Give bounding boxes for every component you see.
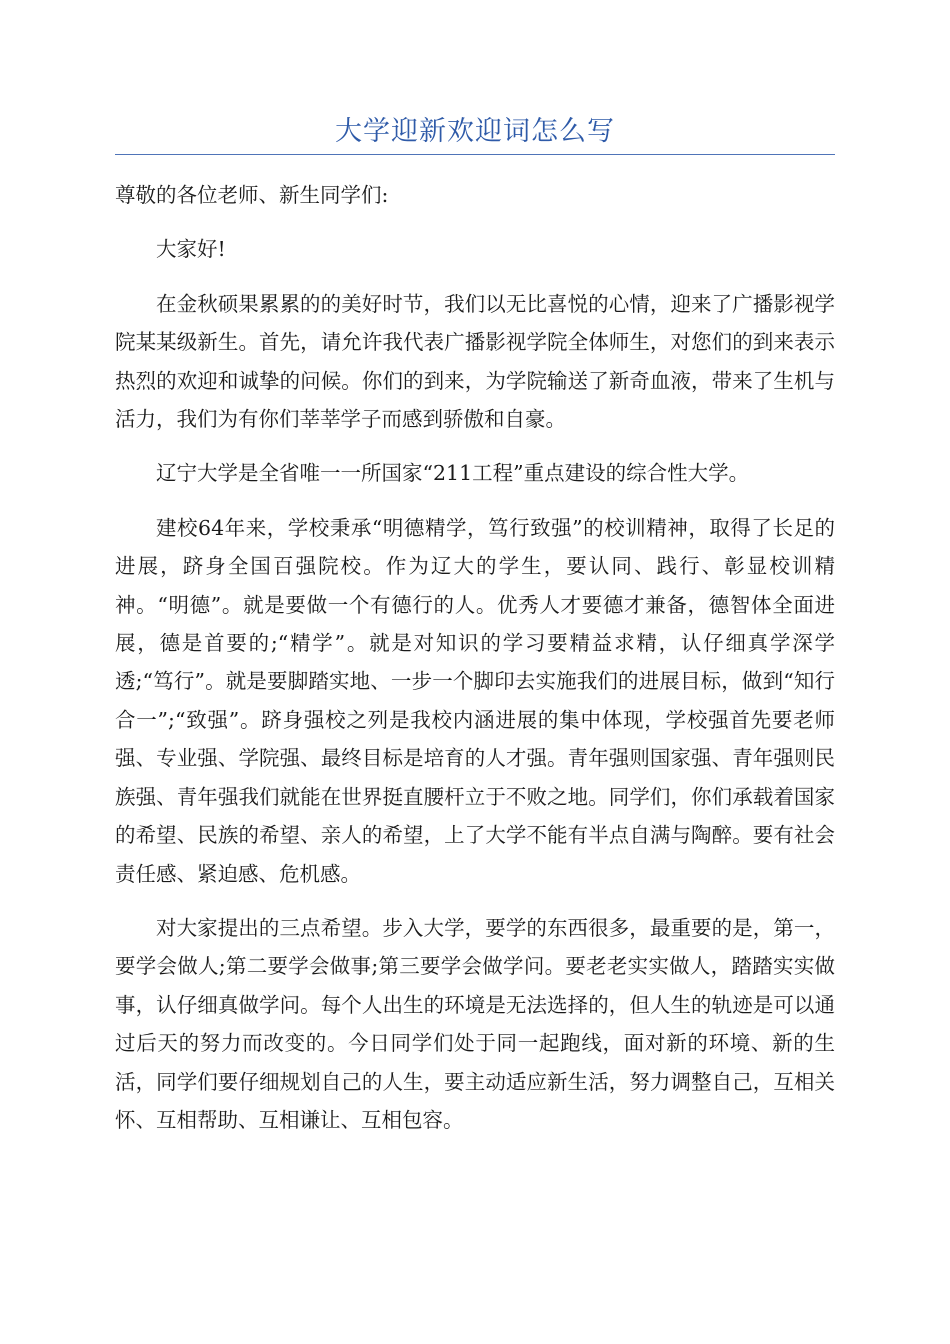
paragraph-welcome: 在金秋硕果累累的的美好时节，我们以无比喜悦的心情，迎来了广播影视学院某某级新生。首先，请允许我代表广播影视学院全体师生，对您们的到来表示热烈的欢迎和诚挚的问候。你们的到来，为学院输送了新奇血液，带来了生机与活力，我们为有你们莘莘学子而感到骄傲和自豪。: [115, 291, 835, 432]
salutation: 尊敬的各位老师、新生同学们:: [115, 183, 389, 207]
paragraph-greeting: 大家好!: [156, 237, 226, 262]
document-title: 大学迎新欢迎词怎么写: [335, 116, 615, 147]
paragraph-university-intro: 辽宁大学是全省唯一一所国家“211工程”重点建设的综合性大学。: [156, 461, 750, 486]
title-underline: [115, 154, 835, 155]
document-body: [115, 176, 835, 1155]
paragraph-school-motto: 建校64年来，学校秉承“明德精学，笃行致强”的校训精神，取得了长足的进展，跻身全国百强院校。作为辽大的学生，要认同、践行、彰显校训精神。“明德”。就是要做一个有德行的人。优秀人才要德才兼备，德智体全面进展，德是首要的;“精学”。就是对知识的学习要精益求精，认仔细真学深学透;“笃行”。就是要脚踏实地、一步一个脚印去实施我们的进展目标，做到“知行合一”;“致强”。跻身强校之列是我校内涵进展的集中体现，学校强首先要老师强、专业强、学院强、最终目标是培育的人才强。青年强则国家强、青年强则民族强、青年强我们就能在世界挺直腰杆立于不败之地。同学们，你们承载着国家的希望、民族的希望、亲人的希望，上了大学不能有半点自满与陶醉。要有社会责任感、紧迫感、危机感。: [115, 515, 835, 886]
paragraph-three-hopes: 对大家提出的三点希望。步入大学，要学的东西很多，最重要的是，第一，要学会做人;第二要学会做事;第三要学会做学问。要老老实实做人，踏踏实实做事，认仔细真做学问。每个人出生的环境是无法选择的，但人生的轨迹是可以通过后天的努力而改变的。今日同学们处于同一起跑线，面对新的环境、新的生活，同学们要仔细规划自己的人生，要主动适应新生活，努力调整自己，互相关怀、互相帮助、互相谦让、互相包容。: [115, 915, 835, 1132]
